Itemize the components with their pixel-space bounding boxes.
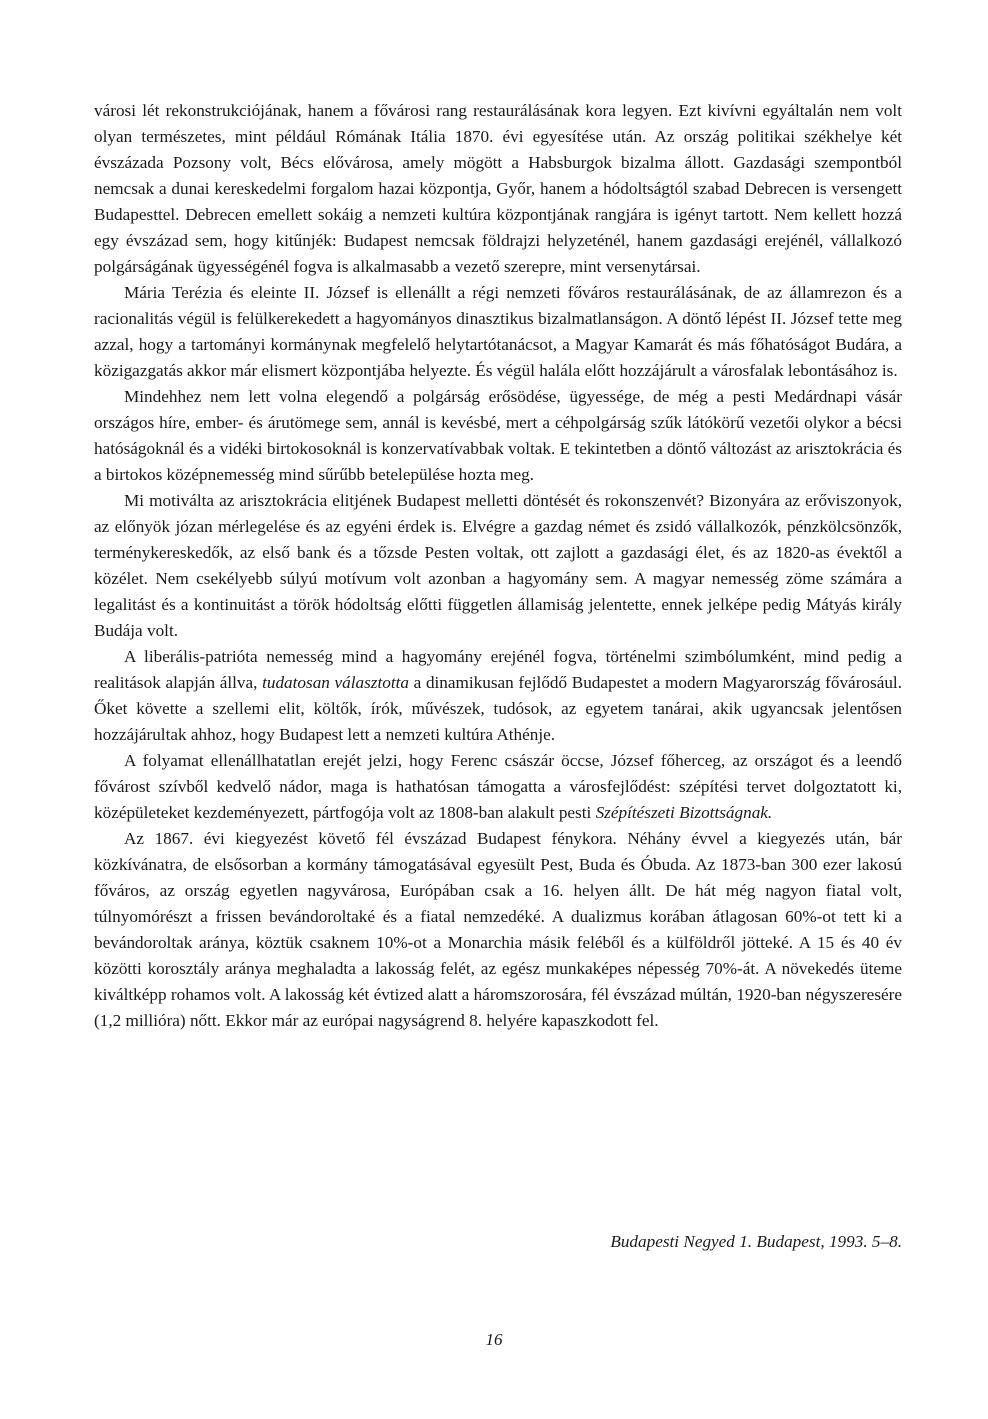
paragraph-text: A folyamat ellenállhatatlan erejét jelzi, hogy Ferenc császár öccse, József főherceg, az országot és a leendő fővárost szívből kedvelő nádor, maga is hathatósan támogatta a városfejlődést: szépítési tervet dolgoztatott ki, középületeket kezdeményezett, pártfogója volt az 1808-ban alakult pesti — [94, 751, 902, 822]
paragraph-text: a dinamikusan fejlődő Budapestet a modern Magyarország fővárosául. Őket követte a szellemi elit, költők, írók, művészek, tudósok, az egyetem tanárai, akik ugyancsak jelentősen hozzájárultak ahhoz, hogy Budapest lett a nemzeti kultúra Athénje. — [94, 673, 902, 744]
paragraph-6 — [94, 748, 902, 826]
source-citation: Budapesti Negyed 1. Budapest, 1993. 5–8. — [610, 1232, 902, 1251]
paragraph-text: A liberális-patrióta nemesség mind a hagyomány erejénél fogva, történelmi szimbólumként, mind pedig a realitások alapján állva, — [94, 647, 902, 692]
paragraph-text: Az 1867. évi kiegyezést követő fél évszázad Budapest fénykora. Néhány évvel a kiegyezés után, bár közkívánatra, de elsősorban a kormány támogatásával egyesült Pest, Buda és Óbuda. Az 1873-ban 300 ezer lakosú főváros, az ország egyetlen nagyvárosa, Európában csak a 16. helyen állt. De hát még nagyon fiatal volt, túlnyomórészt a frissen bevándoroltaké és a fiatal nemzedéké. A dualizmus korában átlagosan 60%-ot tett ki a bevándoroltak aránya, köztük csaknem 10%-ot a Monarchia másik feléből és a külföldről jötteké. A 15 és 40 év közötti korosztály aránya meghaladta a lakosság felét, az egész munkaképes népesség 70%-át. A növekedés üteme kiváltképp rohamos volt. A lakosság két évtized alatt a háromszorosára, fél évszázad múltán, 1920-ban négyszeresére (1,2 millióra) nőtt. Ekkor már az európai nagyságrend 8. helyére kapaszkodott fel. — [94, 829, 902, 1030]
document-body — [94, 98, 902, 1034]
paragraph-5 — [94, 644, 902, 748]
paragraph-text: Mindehhez nem lett volna elegendő a polgárság erősödése, ügyessége, de még a pesti Medárdnapi vásár országos híre, ember- és árutömege sem, annál is kevésbé, mert a céhpolgárság szűk látókörű vezetői olykor a bécsi hatóságoknál és a vidéki birtokosoknál is konzervatívabbak voltak. E tekintetben a döntő változást az arisztokrácia és a birtokos középnemesség mind sűrűbb betelepülése hozta meg. — [94, 387, 902, 484]
paragraph-text: Mi motiválta az arisztokrácia elitjének Budapest melletti döntését és rokonszenvét? Bizonyára az erőviszonyok, az előnyök józan mérlegelése és az egyéni érdek is. Elvégre a gazdag német és zsidó vállalkozók, pénzkölcsönzők, terménykereskedők, az első bank és a tőzsde Pesten voltak, ott zajlott a gazdasági élet, és az 1820-as évektől a közélet. Nem csekélyebb súlyú motívum volt azonban a hagyomány sem. A magyar nemesség zöme számára a legalitást és a kontinuitást a török hódoltság előtti független államiság jelentette, ennek jelképe pedig Mátyás király Budája volt. — [94, 491, 902, 640]
italic-emphasis: tudatosan választotta — [262, 673, 410, 692]
paragraph-text: városi lét rekonstrukciójának, hanem a fővárosi rang restaurálásának kora legyen. Ezt kivívni egyáltalán nem volt olyan természetes, mint például Rómának Itália 1870. évi egyesítése után. Az ország politikai székhelye két évszázada Pozsony volt, Bécs elővárosa, amely mögött a Habsburgok bizalma állott. Gazdasági szempontból nemcsak a dunai kereskedelmi forgalom hazai központja, Győr, hanem a hódoltságtól szabad Debrecen is versengett Budapesttel. Debrecen emellett sokáig a nemzeti kultúra központjának rangjára is igényt tartott. Nem kellett hozzá egy évszázad sem, hogy kitűnjék: Budapest nemcsak földrajzi helyzeténél, hanem gazdasági erejénél, vállalkozó polgárságának ügyességénél fogva is alkalmasabb a vezető szerepre, mint versenytársai. — [94, 101, 902, 276]
paragraph-2 — [94, 280, 902, 384]
paragraph-3 — [94, 384, 902, 488]
page-number: 16 — [485, 1330, 503, 1349]
paragraph-1 — [94, 98, 902, 280]
paragraph-7 — [94, 826, 902, 1034]
italic-emphasis: Szépítészeti Bizottságnak. — [595, 803, 773, 822]
paragraph-4 — [94, 488, 902, 644]
paragraph-text: Mária Terézia és eleinte II. József is ellenállt a régi nemzeti főváros restaurálásának, de az államrezon és a racionalitás végül is felülkerekedett a hagyományos dinasztikus bizalmatlanságon. A döntő lépést II. József tette meg azzal, hogy a tartományi kormánynak megfelelő helytartótanácsot, a Magyar Kamarát és más főhatóságot Budára, a közigazgatás akkor már elismert központjába helyezte. És végül halála előtt hozzájárult a városfalak lebontásához is. — [94, 283, 902, 380]
